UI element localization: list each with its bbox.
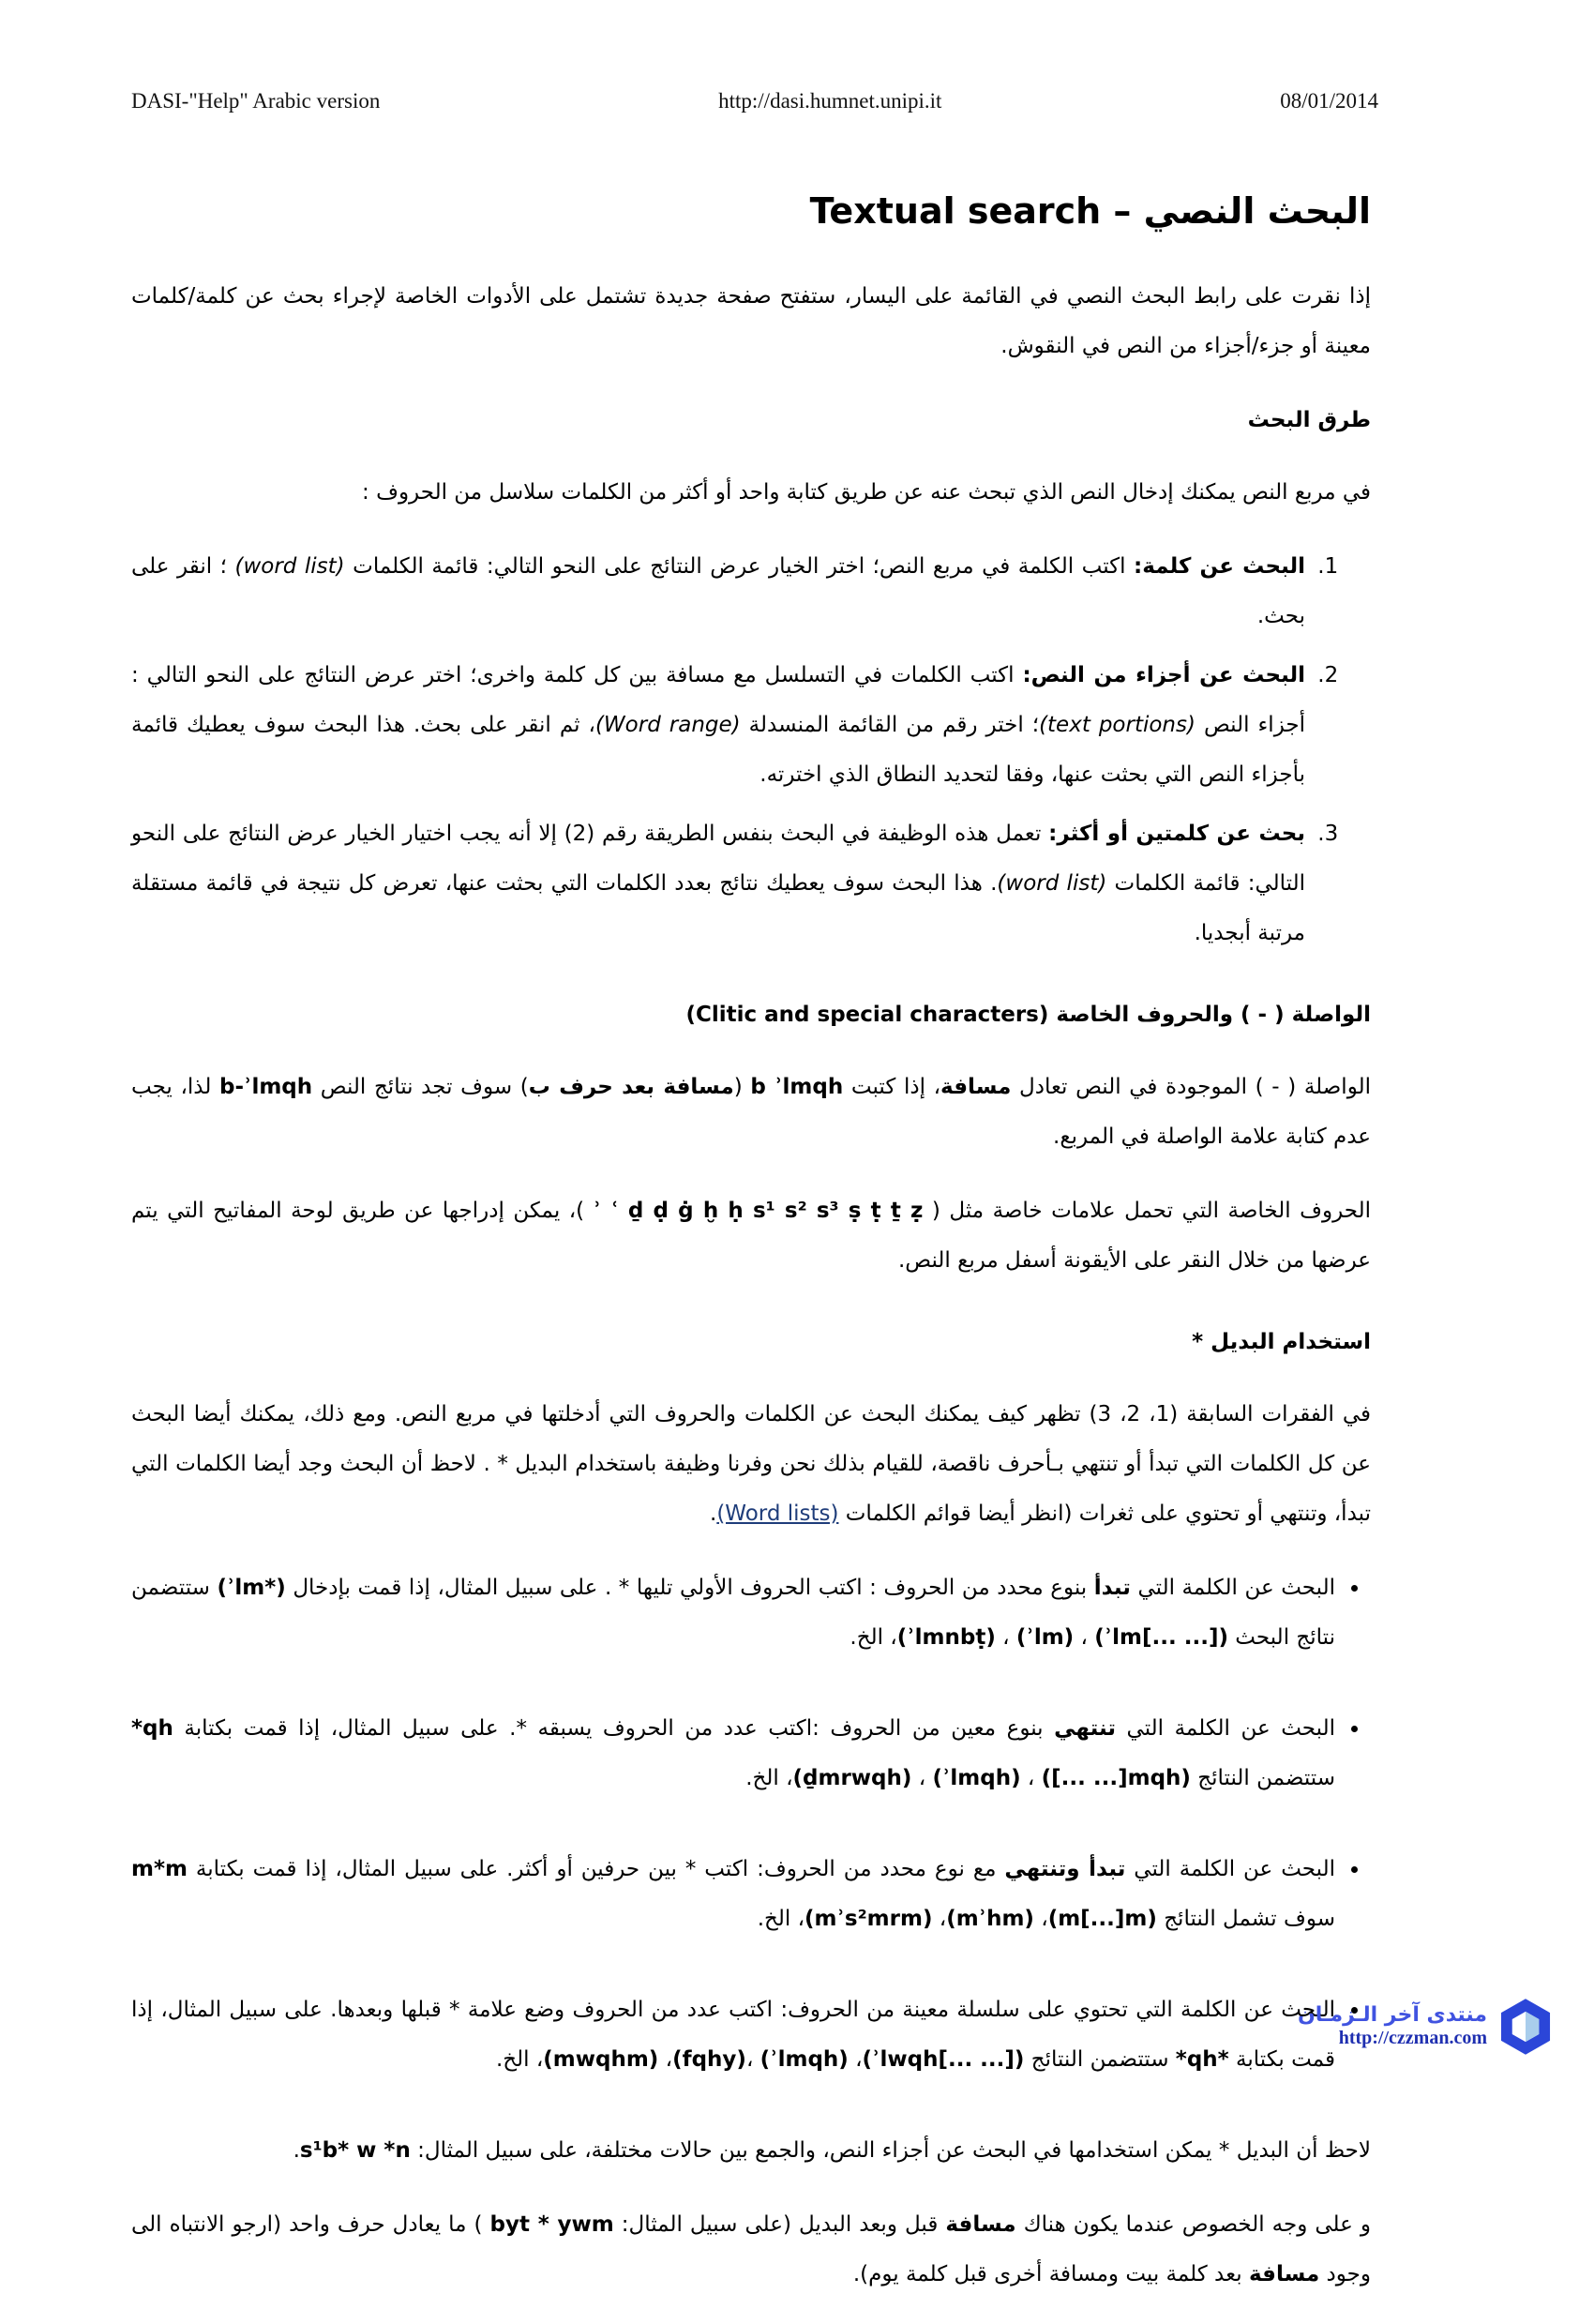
text-run: (mʾhm) <box>946 1907 1034 1931</box>
text-run: (ʾlm) <box>1015 1625 1075 1650</box>
text-run: ، الخ. <box>745 1766 793 1790</box>
text-run: مع نوع محدد من الحروف: اكتب * بين حرفين أو أكثر. على سبيل المثال، إذا قمت بكتابة <box>187 1857 1005 1881</box>
text-run: (fqhy) <box>672 2047 746 2072</box>
text-run: البحث عن كلمة: <box>1134 554 1305 579</box>
text-run: بنوع محدد من الحروف : اكتب الحروف الأولي تليها * . على سبيل المثال، إذا قمت بإدخال <box>285 1576 1094 1600</box>
text-run: ، <box>848 2047 863 2072</box>
header-url: http://dasi.humnet.unipi.it <box>718 89 942 113</box>
text-run: ، <box>745 2047 760 2072</box>
text-run: (Clitic and special characters) <box>685 1003 1049 1027</box>
text-run: مسافة بعد حرف ب <box>528 1075 734 1099</box>
text-run: اكتب الكلمات في التسلسل مع مسافة بين كل كلمة واخرى؛ اختر عرض النتائج على النحو التالي : أجزاء النص <box>131 663 1305 737</box>
section-heading-methods: طرق البحث <box>1247 408 1371 432</box>
text-run: ، الخ. <box>495 2047 544 2072</box>
text-run: قبل وبعد البديل (على سبيل المثال: <box>613 2212 946 2237</box>
text-run: بحث عن كلمتين أو أكثر: <box>1048 822 1305 846</box>
text-run: (mwqhm) <box>543 2047 659 2072</box>
wildcard-note-2 <box>131 2200 1371 2300</box>
text-run: ، الخ. <box>850 1625 897 1650</box>
text-run: (word list) <box>234 554 345 579</box>
text-run: (Word range) <box>594 713 741 737</box>
text-run: الواصلة ( - ) والحروف الخاصة <box>1048 1003 1371 1027</box>
methods-list <box>131 542 1371 958</box>
text-run: . هذا البحث سوف يعطيك نتائج بعدد الكلمات التي بحثت عنها، تعرض كل نتيجة في قائمة مستقلة مرتبة أبجديا. <box>131 871 1305 945</box>
text-run: البحث عن الكلمة التي تحتوي على سلسلة معينة من الحروف: اكتب عدد من الحروف وضع علامة * قبلها وبعدها. على سبيل المثال، إذا قمت بكتابة <box>131 1998 1335 2072</box>
watermark-logo-icon <box>1496 1998 1555 2056</box>
text-run: ، <box>995 1625 1016 1650</box>
text-run: ، <box>932 1907 947 1931</box>
document-body <box>131 167 1371 2324</box>
text-run: )، يمكن إدراجها عن طريق لوحة المفاتيح التي يتم عرضها من خلال النقر على الأيقونة أسفل مربع النص. <box>131 1199 1371 1273</box>
text-run: تنتهي <box>1054 1716 1116 1741</box>
text-run: ؛ اختر رقم من القائمة المنسدلة <box>740 713 1040 737</box>
text-run: (ʾlm*) <box>217 1576 286 1600</box>
text-run: في الفقرات السابقة (1، 2، 3) تظهر كيف يمكنك البحث عن الكلمات والحروف التي أدخلتها في مربع النص. ومع ذلك، يمكنك أيضا البحث عن كل الكلمات التي تبدأ أو تنتهي بـأحرف ناقصة، للقيام بذلك نحن وفرنا وظيفة باستخدام البديل * . لاحظ أن البحث وجد أيضا الكلمات التي تبدأ، وتنتهي أو تحتوي على ثغرات (انظر أيضا قوائم الكلمات <box>131 1402 1372 1526</box>
text-run: s¹b* w *n <box>299 2138 411 2163</box>
text-run: الحروف الخاصة التي تحمل علامات خاصة مثل ( <box>923 1199 1372 1223</box>
text-run: ، <box>1020 1766 1042 1790</box>
text-run: بعد كلمة بيت ومسافة أخرى قبل كلمة يوم). <box>852 2262 1249 2286</box>
method-item-text-portions <box>131 651 1311 800</box>
text-run: b ʾlmqh <box>750 1075 844 1099</box>
text-run: ، <box>1033 1907 1048 1931</box>
wildcard-examples-list <box>131 1563 1371 2085</box>
text-run: ( <box>733 1075 751 1099</box>
text-run: ʾ ʿ ḏ ḍ ġ ḫ ḥ s¹ s² s³ ṣ ṭ ṯ ẓ <box>593 1199 924 1223</box>
text-run: تعمل هذه الوظيفة في البحث بنفس الطريقة رقم (2) إلا أنه يجب اختيار الخيار عرض النتائج على النحو التالي: قائمة الكلمات <box>131 822 1305 896</box>
clitic-paragraph-special-chars <box>131 1186 1371 1286</box>
text-run: ، <box>1074 1625 1095 1650</box>
text-run: (text portions) <box>1039 713 1196 737</box>
text-run: ، <box>911 1766 933 1790</box>
text-run: (mʾs²mrm) <box>805 1907 933 1931</box>
text-run: ، إذا كتبت <box>843 1075 941 1099</box>
intro-paragraph <box>131 272 1371 371</box>
wildcard-note-1 <box>131 2126 1371 2176</box>
wildcard-bullet-contains <box>131 1985 1339 2085</box>
text-run: m*m <box>131 1857 188 1881</box>
text-run: تبدأ <box>1093 1576 1131 1600</box>
text-run: *qh <box>131 1716 173 1741</box>
text-run: في مربع النص يمكنك إدخال النص الذي تبحث عنه عن طريق كتابة واحد أو أكثر من الكلمات سلاسل من الحروف : <box>362 480 1371 505</box>
text-run: البحث عن أجزاء من النص: <box>1022 663 1305 687</box>
page-title: Textual search – البحث النصي <box>809 190 1371 232</box>
text-run: (ʾlm[... ...]) <box>1094 1625 1228 1650</box>
text-run: byt * ywm <box>489 2212 614 2237</box>
text-run: مسافة <box>940 1075 1012 1099</box>
text-run: b-ʾlmqh <box>219 1075 313 1099</box>
page-header <box>131 89 1378 113</box>
text-run: (ʾlmqh) <box>759 2047 849 2072</box>
text-run: الواصلة ( - ) الموجودة في النص تعادل <box>1011 1075 1371 1099</box>
text-run: ستتضمن النتائج <box>1190 1766 1335 1790</box>
text-run: (ḏmrwqh) <box>792 1766 912 1790</box>
watermark-url[interactable]: http://czzman.com <box>1338 2028 1487 2048</box>
method-item-word-search <box>131 542 1311 641</box>
text-run: ؛ انقر على بحث. <box>131 554 1305 628</box>
text-run: تبدأ وتنتهي <box>1004 1857 1126 1881</box>
text-run: بنوع معين من الحروف :اكتب عدد من الحروف يسبقه *. على سبيل المثال، إذا قمت بكتابة <box>173 1716 1055 1741</box>
watermark-text <box>1298 2004 1487 2049</box>
section-heading-wildcard: استخدام البديل * <box>1192 1330 1371 1354</box>
text-run: ([... ...]mqh) <box>1041 1766 1191 1790</box>
header-date: 08/01/2014 <box>1280 89 1378 113</box>
text-run: سوف تشمل النتائج <box>1156 1907 1335 1931</box>
text-run: ستتضمن نتائج البحث <box>131 1576 1335 1650</box>
text-run: ) سوف تجد نتائج النص <box>312 1075 529 1099</box>
text-run: البحث عن الكلمة التي <box>1125 1857 1335 1881</box>
text-run: *qh* <box>1175 2047 1229 2072</box>
text-run: . <box>293 2138 300 2163</box>
text-run: البحث عن الكلمة التي <box>1130 1576 1335 1600</box>
clitic-paragraph-hyphen <box>131 1063 1371 1162</box>
text-run: ، <box>658 2047 673 2072</box>
word-lists-link[interactable]: (Word lists) <box>716 1502 839 1526</box>
text-run: ستتضمن النتائج <box>1024 2047 1176 2072</box>
text-run: و على وجه الخصوص عندما يكون هناك <box>1015 2212 1372 2237</box>
wildcard-intro <box>131 1390 1371 1539</box>
text-run: (ʾlmnbṭ) <box>896 1625 996 1650</box>
section-heading-clitic <box>131 990 1371 1040</box>
wildcard-bullet-starts-with <box>131 1563 1339 1663</box>
text-run: ، الخ. <box>757 1907 805 1931</box>
methods-lead <box>131 468 1371 518</box>
wildcard-bullet-ends-with <box>131 1704 1339 1803</box>
text-run: (word list) <box>997 871 1107 896</box>
text-run: مسافة <box>1248 2262 1320 2286</box>
text-run: . <box>710 1502 717 1526</box>
text-run: البحث عن الكلمة التي <box>1115 1716 1335 1741</box>
text-run: اكتب الكلمة في مربع النص؛ اختر الخيار عرض النتائج على النحو التالي: قائمة الكلمات <box>344 554 1134 579</box>
text-run: لذا، يجب عدم كتابة علامة الواصلة في المربع. <box>131 1075 1371 1149</box>
wildcard-bullet-starts-and-ends <box>131 1845 1339 1944</box>
method-item-two-words <box>131 809 1311 958</box>
text-run: (m[...]m) <box>1047 1907 1157 1931</box>
text-run: (ʾlwqh[... ...]) <box>862 2047 1025 2072</box>
text-run: لاحظ أن البديل * يمكن استخدامها في البحث عن أجزاء النص، والجمع بين حالات مختلفة، على سبيل المثال: <box>410 2138 1371 2163</box>
header-doc-title: DASI-"Help" Arabic version <box>131 89 381 113</box>
watermark <box>1298 1998 1555 2056</box>
text-run: إذا نقرت على رابط البحث النصي في القائمة على اليسار، ستفتح صفحة جديدة تشتمل على الأدوات الخاصة لإجراء بحث عن كلمة/كلمات معينة أو جزء/أجزاء من النص في النقوش. <box>131 284 1371 358</box>
watermark-site-name: منتدى آخر الـزمـان <box>1297 2003 1487 2027</box>
text-run: ) ما يعادل حرف واحد (ارجو الانتباه الى وجود <box>131 2212 1371 2286</box>
text-run: (ʾlmqh) <box>932 1766 1021 1790</box>
text-run: ، ثم انقر على بحث. هذا البحث سوف يعطيك قائمة بأجزاء النص التي بحثت عنها، وفقا لتحديد النطاق الذي اخترته. <box>131 713 1305 787</box>
text-run: مسافة <box>945 2212 1016 2237</box>
